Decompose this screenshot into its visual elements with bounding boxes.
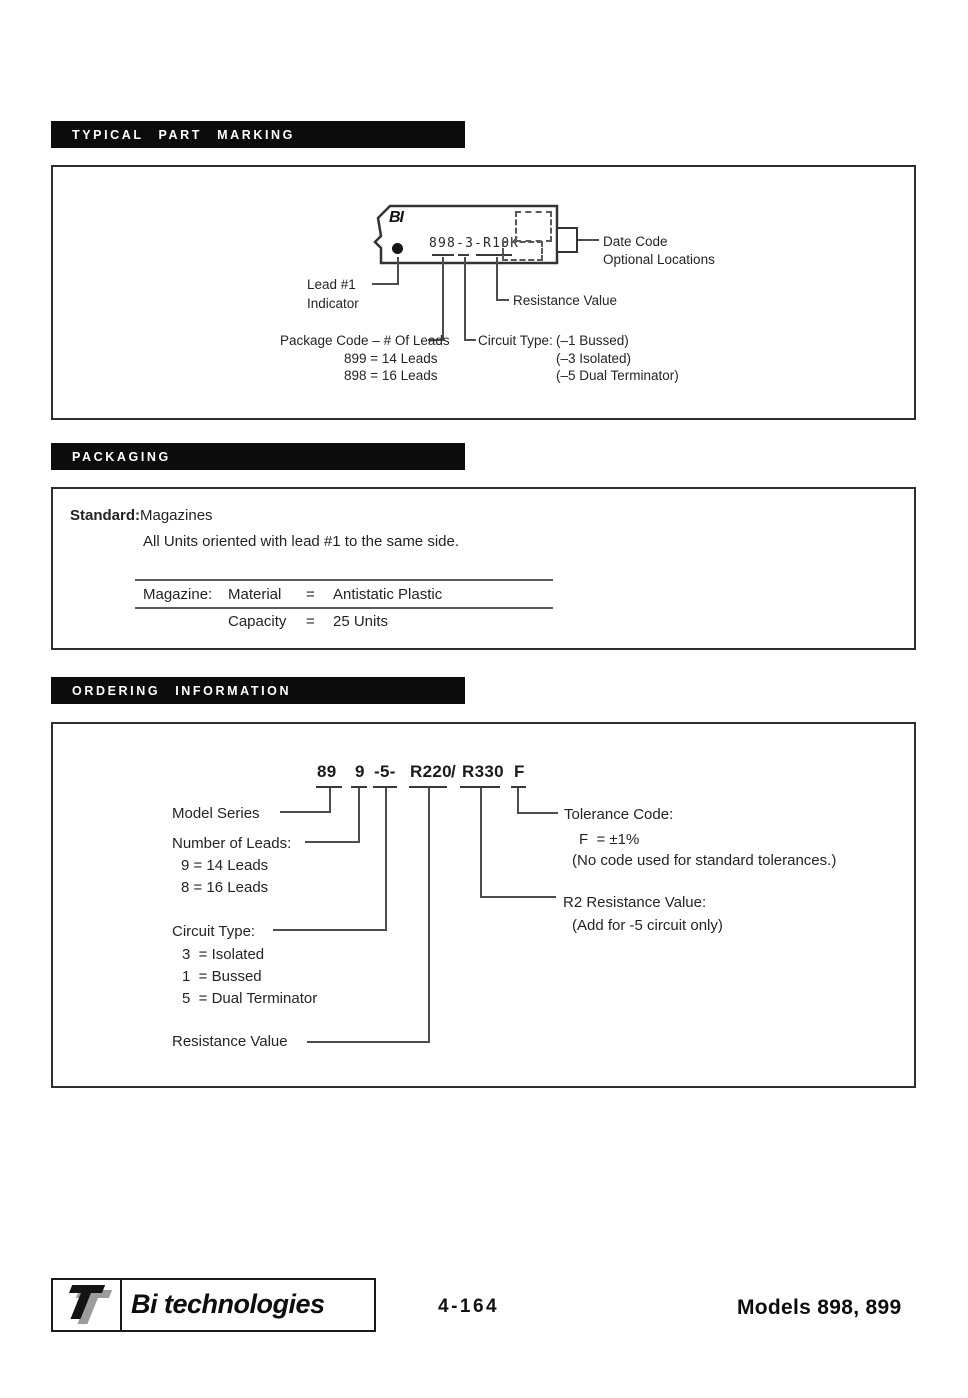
tolerance-code-label: Tolerance Code: (564, 806, 674, 823)
date-code-dashed-box-top (515, 211, 552, 242)
leads-8-value: 8 = 16 Leads (181, 879, 269, 896)
table-rule-top (135, 579, 553, 581)
material-value: Antistatic Plastic (333, 586, 443, 603)
circuit-connector-horizontal (464, 339, 476, 341)
tolerance-elbow-line (517, 812, 558, 814)
section-title: ORDERING INFORMATION (72, 684, 292, 698)
section-title: PACKAGING (72, 450, 171, 464)
lead1-label-line2: Indicator (307, 296, 359, 311)
page-number: 4-164 (438, 1296, 500, 1317)
date-code-label-line1: Date Code (603, 234, 668, 249)
material-name: Material (228, 586, 282, 603)
package-code-label: Package Code – # Of Leads (280, 333, 450, 348)
circuit-elbow-line (273, 929, 387, 931)
date-code-label-line2: Optional Locations (603, 252, 715, 267)
r2-resistance-label: R2 Resistance Value: (563, 894, 707, 911)
circuit-type-order-label: Circuit Type: (172, 923, 256, 940)
package-connector-vertical (442, 257, 444, 341)
lead1-connector-horizontal (372, 283, 399, 285)
brand-name: Bi technologies (131, 1289, 325, 1319)
circuit-type-bussed: (–1 Bussed) (556, 333, 629, 348)
code-leads: 9 (355, 762, 365, 781)
chip-marking-code: 898-3-R10K (429, 236, 520, 251)
circuit-connector-vertical (464, 257, 466, 341)
lead1-indicator-dot (392, 243, 403, 254)
marking-underline-package (432, 254, 454, 256)
circuit-1-value: 1 = Bussed (182, 968, 262, 985)
tolerance-note: (No code used for standard tolerances.) (572, 852, 837, 869)
date-code-connector-line (578, 239, 599, 241)
code-r1: R220 (410, 762, 452, 781)
section-header-packaging (51, 443, 465, 470)
code-tolerance: F (514, 762, 525, 781)
model-drop-line (329, 788, 331, 812)
circuit-type-isolated: (–3 Isolated) (556, 351, 632, 366)
section-header-typical-part-marking (51, 121, 465, 148)
package-code-898: 898 = 16 Leads (344, 368, 438, 383)
table-rule-middle (135, 607, 553, 609)
capacity-value: 25 Units (333, 613, 389, 630)
lead1-label-line1: Lead #1 (307, 277, 356, 292)
circuit-5-value: 5 = Dual Terminator (182, 990, 318, 1007)
material-eq: = (306, 586, 315, 603)
code-circuit: -5- (374, 762, 396, 781)
circuit-3-value: 3 = Isolated (182, 946, 265, 963)
model-series-label: Model Series (172, 805, 260, 822)
resistance-drop-line (428, 788, 430, 1043)
tolerance-drop-line (517, 788, 519, 814)
magazine-label: Magazine: (143, 586, 213, 603)
section-title: TYPICAL PART MARKING (72, 128, 296, 142)
capacity-name: Capacity (228, 613, 287, 630)
r2-resistance-note: (Add for -5 circuit only) (572, 917, 723, 934)
date-code-solid-box (556, 227, 578, 253)
date-code-dashed-box-bottom (502, 241, 543, 261)
section-header-ordering-information (51, 677, 465, 704)
resistance-connector-vertical (496, 257, 498, 301)
footer-logo-divider (120, 1280, 122, 1330)
chip-brand-logo: BI (389, 209, 403, 226)
capacity-eq: = (306, 613, 315, 630)
code-slash: / (451, 762, 457, 781)
circuit-type-dual: (–5 Dual Terminator) (556, 368, 679, 383)
leads-9-value: 9 = 14 Leads (181, 857, 269, 874)
lead1-connector-vertical (397, 257, 399, 285)
resistance-value-label: Resistance Value (513, 293, 618, 308)
orientation-note: All Units oriented with lead #1 to the same side. (143, 533, 460, 550)
resistance-elbow-line (307, 1041, 430, 1043)
standard-label: Standard: (70, 507, 141, 524)
r2-elbow-line (480, 896, 556, 898)
marking-underline-circuit (458, 254, 469, 256)
tolerance-f-value: F = ±1% (579, 831, 640, 848)
model-elbow-line (280, 811, 331, 813)
resistance-connector-horizontal (496, 299, 509, 301)
resistance-value-order-label: Resistance Value (172, 1033, 288, 1050)
r2-drop-line (480, 788, 482, 898)
number-of-leads-label: Number of Leads: (172, 835, 292, 852)
circuit-type-label: Circuit Type: (478, 333, 553, 348)
standard-value: Magazines (140, 507, 213, 524)
circuit-drop-line (385, 788, 387, 930)
models-title: Models 898, 899 (737, 1296, 902, 1319)
leads-drop-line (358, 788, 360, 842)
package-code-899: 899 = 14 Leads (344, 351, 438, 366)
tt-logo-icon (57, 1283, 119, 1328)
code-r2: R330 (462, 762, 504, 781)
code-model-series: 89 (317, 762, 337, 781)
leads-elbow-line (305, 841, 360, 843)
